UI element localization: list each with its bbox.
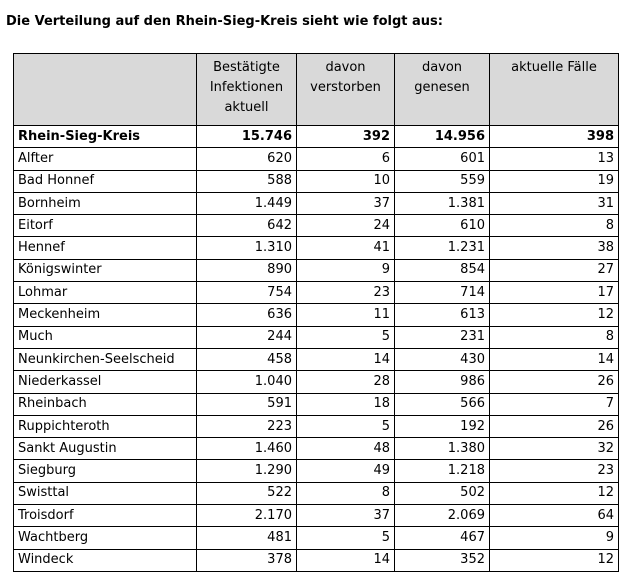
table-row xyxy=(14,326,619,348)
header-row xyxy=(14,54,619,126)
cell-recovered: 601 xyxy=(395,148,490,170)
header-confirmed-infections: Bestätigte Infektionen aktuell xyxy=(197,54,297,126)
table-row xyxy=(14,237,619,259)
table-row xyxy=(14,304,619,326)
cell-recovered: 1.218 xyxy=(395,460,490,482)
cell-recovered: 192 xyxy=(395,415,490,437)
cell-active: 31 xyxy=(490,192,619,214)
cell-deceased: 37 xyxy=(297,192,395,214)
cell-infected: 481 xyxy=(197,527,297,549)
cell-recovered: 1.381 xyxy=(395,192,490,214)
cell-recovered: 231 xyxy=(395,326,490,348)
cell-deceased: 41 xyxy=(297,237,395,259)
cell-deceased: 14 xyxy=(297,549,395,571)
table-row xyxy=(14,282,619,304)
table-row xyxy=(14,371,619,393)
cell-deceased: 23 xyxy=(297,282,395,304)
table-body xyxy=(14,126,619,572)
cell-infected: 890 xyxy=(197,259,297,281)
cell-deceased: 37 xyxy=(297,505,395,527)
cell-active: 32 xyxy=(490,438,619,460)
cell-active: 17 xyxy=(490,282,619,304)
cell-recovered: 613 xyxy=(395,304,490,326)
table-row xyxy=(14,348,619,370)
cell-infected: 1.290 xyxy=(197,460,297,482)
cell-name: Sankt Augustin xyxy=(14,438,197,460)
cell-infected: 244 xyxy=(197,326,297,348)
cell-recovered: 559 xyxy=(395,170,490,192)
cell-active: 398 xyxy=(490,126,619,148)
header-municipality xyxy=(14,54,197,126)
table-header xyxy=(14,54,619,126)
cell-active: 12 xyxy=(490,482,619,504)
page-title: Die Verteilung auf den Rhein-Sieg-Kreis sieht wie folgt aus: xyxy=(6,14,443,29)
cell-infected: 588 xyxy=(197,170,297,192)
table-row xyxy=(14,415,619,437)
cell-recovered: 714 xyxy=(395,282,490,304)
cell-name: Bad Honnef xyxy=(14,170,197,192)
cell-deceased: 18 xyxy=(297,393,395,415)
cell-active: 26 xyxy=(490,371,619,393)
table-row xyxy=(14,482,619,504)
cell-deceased: 49 xyxy=(297,460,395,482)
cell-deceased: 10 xyxy=(297,170,395,192)
cell-name: Königswinter xyxy=(14,259,197,281)
total-row xyxy=(14,126,619,148)
cell-recovered: 986 xyxy=(395,371,490,393)
cell-deceased: 6 xyxy=(297,148,395,170)
cell-name: Rhein-Sieg-Kreis xyxy=(14,126,197,148)
header-recovered: davon genesen xyxy=(395,54,490,126)
cell-recovered: 502 xyxy=(395,482,490,504)
cell-infected: 15.746 xyxy=(197,126,297,148)
header-deceased: davon verstorben xyxy=(297,54,395,126)
cell-recovered: 1.380 xyxy=(395,438,490,460)
table-row xyxy=(14,505,619,527)
cell-infected: 1.449 xyxy=(197,192,297,214)
cell-recovered: 854 xyxy=(395,259,490,281)
cell-recovered: 610 xyxy=(395,215,490,237)
cell-active: 8 xyxy=(490,326,619,348)
cell-name: Eitorf xyxy=(14,215,197,237)
cell-recovered: 2.069 xyxy=(395,505,490,527)
cell-active: 14 xyxy=(490,348,619,370)
cell-deceased: 5 xyxy=(297,415,395,437)
cell-infected: 378 xyxy=(197,549,297,571)
cell-active: 27 xyxy=(490,259,619,281)
table-row xyxy=(14,393,619,415)
table-row xyxy=(14,460,619,482)
table-row xyxy=(14,215,619,237)
cell-name: Windeck xyxy=(14,549,197,571)
cell-infected: 1.460 xyxy=(197,438,297,460)
cell-active: 8 xyxy=(490,215,619,237)
table-row xyxy=(14,438,619,460)
cell-infected: 620 xyxy=(197,148,297,170)
cell-recovered: 430 xyxy=(395,348,490,370)
cell-infected: 522 xyxy=(197,482,297,504)
cell-name: Siegburg xyxy=(14,460,197,482)
table-row xyxy=(14,192,619,214)
table-row xyxy=(14,170,619,192)
table-row xyxy=(14,259,619,281)
table-row xyxy=(14,549,619,571)
cell-deceased: 11 xyxy=(297,304,395,326)
cell-active: 64 xyxy=(490,505,619,527)
cell-active: 7 xyxy=(490,393,619,415)
cell-infected: 591 xyxy=(197,393,297,415)
cell-active: 38 xyxy=(490,237,619,259)
cell-infected: 754 xyxy=(197,282,297,304)
cell-active: 12 xyxy=(490,304,619,326)
cell-deceased: 14 xyxy=(297,348,395,370)
cell-name: Niederkassel xyxy=(14,371,197,393)
cell-deceased: 9 xyxy=(297,259,395,281)
cell-active: 9 xyxy=(490,527,619,549)
cell-active: 26 xyxy=(490,415,619,437)
cell-deceased: 5 xyxy=(297,326,395,348)
cell-name: Troisdorf xyxy=(14,505,197,527)
cell-infected: 223 xyxy=(197,415,297,437)
cell-name: Alfter xyxy=(14,148,197,170)
cell-active: 12 xyxy=(490,549,619,571)
cell-recovered: 14.956 xyxy=(395,126,490,148)
cell-infected: 2.170 xyxy=(197,505,297,527)
cell-recovered: 352 xyxy=(395,549,490,571)
cell-infected: 636 xyxy=(197,304,297,326)
header-active-cases: aktuelle Fälle xyxy=(490,54,619,126)
table-row xyxy=(14,527,619,549)
cell-name: Lohmar xyxy=(14,282,197,304)
cell-deceased: 24 xyxy=(297,215,395,237)
cell-recovered: 467 xyxy=(395,527,490,549)
cell-infected: 1.310 xyxy=(197,237,297,259)
distribution-table xyxy=(13,53,619,572)
cell-deceased: 48 xyxy=(297,438,395,460)
cell-recovered: 566 xyxy=(395,393,490,415)
cell-active: 13 xyxy=(490,148,619,170)
cell-name: Wachtberg xyxy=(14,527,197,549)
cell-name: Ruppichteroth xyxy=(14,415,197,437)
cell-name: Hennef xyxy=(14,237,197,259)
table-row xyxy=(14,148,619,170)
cell-active: 19 xyxy=(490,170,619,192)
cell-infected: 642 xyxy=(197,215,297,237)
cell-infected: 1.040 xyxy=(197,371,297,393)
cell-name: Neunkirchen-Seelscheid xyxy=(14,348,197,370)
cell-name: Much xyxy=(14,326,197,348)
cell-infected: 458 xyxy=(197,348,297,370)
cell-name: Rheinbach xyxy=(14,393,197,415)
cell-active: 23 xyxy=(490,460,619,482)
cell-deceased: 28 xyxy=(297,371,395,393)
cell-deceased: 8 xyxy=(297,482,395,504)
cell-recovered: 1.231 xyxy=(395,237,490,259)
cell-name: Swisttal xyxy=(14,482,197,504)
cell-deceased: 392 xyxy=(297,126,395,148)
cell-deceased: 5 xyxy=(297,527,395,549)
cell-name: Meckenheim xyxy=(14,304,197,326)
cell-name: Bornheim xyxy=(14,192,197,214)
